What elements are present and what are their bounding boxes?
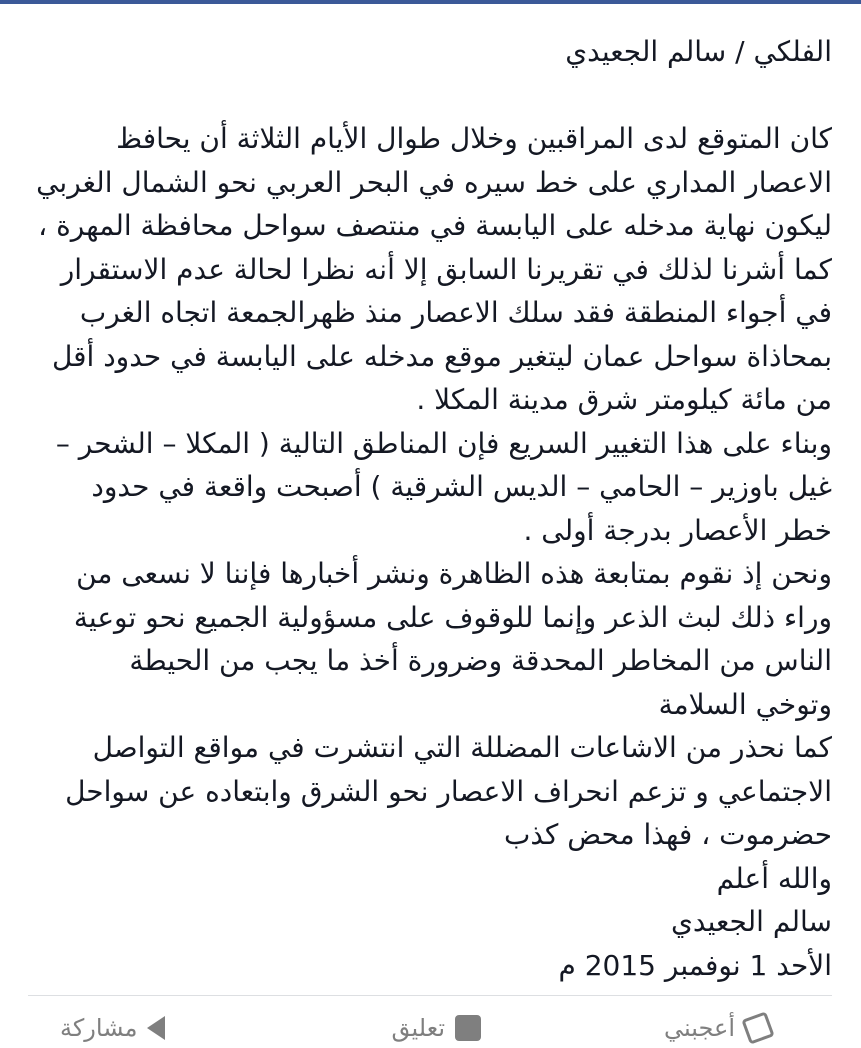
post-line: خطر الأعصار بدرجة أولى . bbox=[523, 513, 832, 547]
post-line: وتوخي السلامة bbox=[658, 687, 832, 721]
post-line: وراء ذلك لبث الذعر وإنما للوقوف على مسؤولية الجميع نحو توعية bbox=[73, 600, 832, 634]
post-date: الأحد 1 نوفمبر 2015 م bbox=[558, 948, 832, 982]
top-bar bbox=[0, 0, 861, 4]
post-line: وبناء على هذا التغيير السريع فإن المناطق التالية ( المكلا – الشحر – bbox=[55, 426, 832, 460]
actions-divider bbox=[28, 995, 832, 996]
post-author-line: الفلكي / سالم الجعيدي bbox=[565, 35, 832, 68]
post-line: كما أشرنا لذلك في تقريرنا السابق إلا أنه نظرا لحالة عدم الاستقرار bbox=[60, 252, 832, 286]
paragraph-gap bbox=[24, 74, 832, 118]
post-line: بمحاذاة سواحل عمان ليتغير موقع مدخله على اليابسة في حدود أقل bbox=[51, 339, 832, 373]
post-actions-bar bbox=[0, 1008, 861, 1042]
share-button[interactable] bbox=[60, 1008, 165, 1048]
post-line: كما نحذر من الاشاعات المضللة التي انتشرت في مواقع التواصل bbox=[92, 731, 832, 764]
comment-button[interactable] bbox=[392, 1008, 481, 1048]
post-line: الاجتماعي و تزعم انحراف الاعصار نحو الشرق وابتعاده عن سواحل bbox=[65, 774, 832, 808]
comment-bubble-icon bbox=[455, 1015, 481, 1041]
post-signature: سالم الجعيدي bbox=[670, 905, 832, 938]
share-arrow-icon bbox=[147, 1016, 165, 1040]
post-line: ليكون نهاية مدخله على اليابسة في منتصف سواحل محافظة المهرة ، bbox=[38, 209, 832, 242]
post-line: حضرموت ، فهذا محض كذب bbox=[503, 818, 832, 851]
post-line: غيل باوزير – الحامي – الديس الشرقية ) أصبحت واقعة في حدود bbox=[91, 470, 832, 503]
post-line: ونحن إذ نقوم بمتابعة هذه الظاهرة ونشر أخبارها فإننا لا نسعى من bbox=[76, 557, 832, 590]
post-line: كان المتوقع لدى المراقبين وخلال طوال الأيام الثلاثة أن يحافظ bbox=[116, 122, 832, 155]
post-body bbox=[24, 30, 832, 987]
thumbs-up-icon bbox=[741, 1011, 774, 1044]
post-line: والله أعلم bbox=[716, 861, 832, 895]
comment-label: تعليق bbox=[391, 1014, 445, 1042]
post-line: في أجواء المنطقة فقد سلك الاعصار منذ ظهرالجمعة اتجاه الغرب bbox=[79, 296, 832, 329]
like-label: أعجبني bbox=[664, 1014, 735, 1042]
post-line: الناس من المخاطر المحدقة وضرورة أخذ ما يجب من الحيطة bbox=[129, 644, 832, 677]
share-label: مشاركة bbox=[60, 1014, 138, 1042]
post-line: من مائة كيلومتر شرق مدينة المكلا . bbox=[416, 383, 832, 416]
post-line: الاعصار المداري على خط سيره في البحر العربي نحو الشمال الغربي bbox=[36, 165, 832, 199]
like-button[interactable] bbox=[664, 1008, 771, 1048]
